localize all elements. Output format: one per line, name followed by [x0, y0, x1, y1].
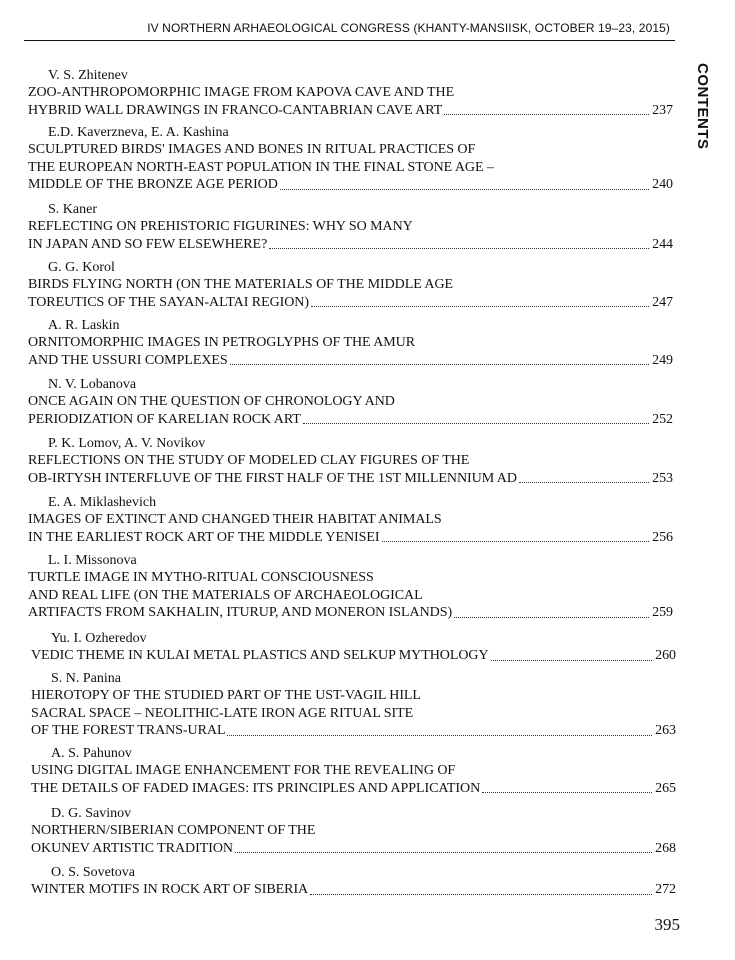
toc-entry-title-text: ARTIFACTS FROM SAKHALIN, ITURUP, AND MONERON ISLANDS): [28, 605, 453, 620]
toc-entry-title-line: [31, 722, 676, 740]
toc-entry-authors: S. N. Panina: [51, 671, 121, 686]
toc-entry-title-line: THE EUROPEAN NORTH-EAST POPULATION IN THE FINAL STONE AGE –: [28, 159, 494, 175]
toc-entry-title-line: AND REAL LIFE (ON THE MATERIALS OF ARCHAEOLOGICAL: [28, 587, 423, 603]
toc-entry: [28, 376, 673, 428]
toc-entry-title-line: [28, 294, 673, 312]
toc-entry-page: 272: [655, 882, 676, 897]
toc-entry-title-text: OF THE FOREST TRANS-URAL: [31, 723, 226, 738]
section-tab-contents: CONTENTS: [694, 63, 711, 150]
dot-leader: [280, 188, 649, 190]
toc-entry-title-line: NORTHERN/SIBERIAN COMPONENT OF THE: [31, 823, 316, 838]
dot-leader: [311, 305, 649, 307]
toc-entry: [28, 124, 673, 194]
toc-entry-title-line: REFLECTIONS ON THE STUDY OF MODELED CLAY FIGURES OF THE: [28, 453, 470, 468]
toc-entry-title-text: PERIODIZATION OF KARELIAN ROCK ART: [28, 411, 301, 427]
toc-entry-title-line: USING DIGITAL IMAGE ENHANCEMENT FOR THE REVEALING OF: [31, 763, 456, 778]
page-number: 395: [654, 915, 680, 934]
toc-entry-title-line: [28, 604, 673, 622]
toc-entry: [31, 630, 676, 665]
toc-entry: [28, 494, 673, 546]
toc-entry-title-line: [31, 780, 676, 798]
dot-leader: [382, 540, 649, 542]
toc-entry-title-line: HIEROTOPY OF THE STUDIED PART OF THE UST-VAGIL HILL: [31, 688, 421, 703]
toc-entry-title-text: THE DETAILS OF FADED IMAGES: ITS PRINCIPLES AND APPLICATION: [31, 780, 481, 796]
dot-leader: [482, 791, 652, 793]
toc-entry-title-line: IMAGES OF EXTINCT AND CHANGED THEIR HABITAT ANIMALS: [28, 512, 442, 527]
toc-entry-title-line: REFLECTING ON PREHISTORIC FIGURINES: WHY SO MANY: [28, 219, 413, 234]
dot-leader: [269, 247, 649, 249]
dot-leader: [519, 481, 649, 483]
toc-entry-title-text: HYBRID WALL DRAWINGS IN FRANCO-CANTABRIAN CAVE ART: [28, 102, 443, 118]
toc-entry: [28, 552, 673, 622]
toc-entry-authors: O. S. Sovetova: [51, 865, 135, 880]
toc-entry: [31, 864, 676, 899]
toc-entry-title-line: ORNITOMORPHIC IMAGES IN PETROGLYPHS OF THE AMUR: [28, 335, 415, 350]
toc-entry-page: 260: [655, 648, 676, 663]
toc-entry-title-text: IN JAPAN AND SO FEW ELSEWHERE?: [28, 236, 268, 252]
toc-entry-title-line: [28, 176, 673, 194]
toc-entry-authors: A. R. Laskin: [48, 318, 120, 333]
toc-entry-page: 256: [652, 529, 673, 545]
dot-leader: [227, 734, 652, 736]
toc-entry-authors: P. K. Lomov, A. V. Novikov: [48, 436, 206, 451]
toc-entry-authors: A. S. Pahunov: [51, 746, 132, 761]
toc-entry: [31, 805, 676, 857]
toc-entry-page: 265: [655, 780, 676, 796]
toc-entry-page: 263: [655, 723, 676, 738]
toc-entry-authors: S. Kaner: [48, 202, 97, 217]
toc-entry-title-text: OB-IRTYSH INTERFLUVE OF THE FIRST HALF OF THE 1ST MILLENNIUM AD: [28, 470, 517, 486]
dot-leader: [454, 616, 649, 618]
toc-entry-page: 252: [652, 411, 673, 427]
toc-entry: [28, 201, 673, 253]
toc-entry-title-line: [28, 236, 673, 254]
toc-entry-title-line: TURTLE IMAGE IN MYTHO-RITUAL CONSCIOUSNESS: [28, 570, 374, 585]
toc-entry: [31, 745, 676, 797]
dot-leader: [303, 422, 649, 424]
dot-leader: [310, 893, 652, 895]
toc-entry: [28, 435, 673, 487]
toc-entry-title-text: MIDDLE OF THE BRONZE AGE PERIOD: [28, 177, 278, 192]
toc-entry-title-text: OKUNEV ARTISTIC TRADITION: [31, 840, 233, 856]
toc-entry-title-text: AND THE USSURI COMPLEXES: [28, 352, 228, 368]
toc-entry-authors: L. I. Missonova: [48, 553, 137, 568]
toc-entry-page: 240: [652, 177, 673, 192]
toc-entry: [28, 67, 673, 119]
toc-entry-authors: E. A. Miklashevich: [48, 495, 157, 510]
toc-entry-title-line: SACRAL SPACE – NEOLITHIC-LATE IRON AGE RITUAL SITE: [31, 705, 414, 721]
dot-leader: [230, 363, 649, 365]
dot-leader: [235, 851, 652, 853]
dot-leader: [444, 113, 649, 115]
toc-entry-title-line: SCULPTURED BIRDS' IMAGES AND BONES IN RITUAL PRACTICES OF: [28, 142, 476, 157]
toc-entry-page: 268: [655, 840, 676, 856]
toc-entry-title-line: ONCE AGAIN ON THE QUESTION OF CHRONOLOGY AND: [28, 394, 395, 409]
toc-entry-page: 247: [652, 294, 673, 310]
toc-entry-title-line: [28, 470, 673, 488]
toc-entry-page: 237: [652, 102, 673, 118]
toc-entry-title-text: WINTER MOTIFS IN ROCK ART OF SIBERIA: [31, 882, 309, 897]
toc-entry-title-text: IN THE EARLIEST ROCK ART OF THE MIDDLE YENISEI: [28, 529, 380, 545]
toc-entry: [31, 670, 676, 740]
toc-entry-title-line: BIRDS FLYING NORTH (ON THE MATERIALS OF THE MIDDLE AGE: [28, 277, 454, 292]
toc-entry-page: 244: [652, 236, 673, 252]
toc-entry-title-line: [28, 529, 673, 547]
toc-entry-title-line: [31, 881, 676, 899]
header-rule: [24, 40, 675, 41]
toc-entry-title-line: ZOO-ANTHROPOMORPHIC IMAGE FROM KAPOVA CAVE AND THE: [28, 85, 455, 100]
toc-entry: [28, 317, 673, 369]
toc-entry-authors: D. G. Savinov: [51, 806, 132, 821]
dot-leader: [491, 659, 652, 661]
toc-entry-authors: E.D. Kaverzneva, E. A. Kashina: [48, 125, 229, 140]
toc-entry-title-line: [31, 647, 676, 665]
toc-entry-title-line: [28, 411, 673, 429]
toc-entry: [28, 259, 673, 311]
toc-entry-page: 259: [652, 605, 673, 620]
toc-entry-authors: Yu. I. Ozheredov: [51, 631, 147, 646]
toc-entry-title-line: [31, 840, 676, 858]
toc-entry-authors: V. S. Zhitenev: [48, 68, 128, 83]
running-header: IV NORTHERN ARHAEOLOGICAL CONGRESS (KHANTY-MANSIISK, OCTOBER 19–23, 2015): [147, 21, 670, 35]
toc-entry-page: 253: [652, 470, 673, 486]
toc-entry-title-line: [28, 102, 673, 120]
toc-entry-title-text: VEDIC THEME IN KULAI METAL PLASTICS AND SELKUP MYTHOLOGY: [31, 648, 489, 663]
toc-entry-page: 249: [652, 352, 673, 368]
toc-entry-authors: G. G. Korol: [48, 260, 115, 275]
toc-entry-authors: N. V. Lobanova: [48, 377, 137, 392]
toc-entry-title-line: [28, 352, 673, 370]
toc-entry-title-text: TOREUTICS OF THE SAYAN-ALTAI REGION): [28, 294, 309, 310]
